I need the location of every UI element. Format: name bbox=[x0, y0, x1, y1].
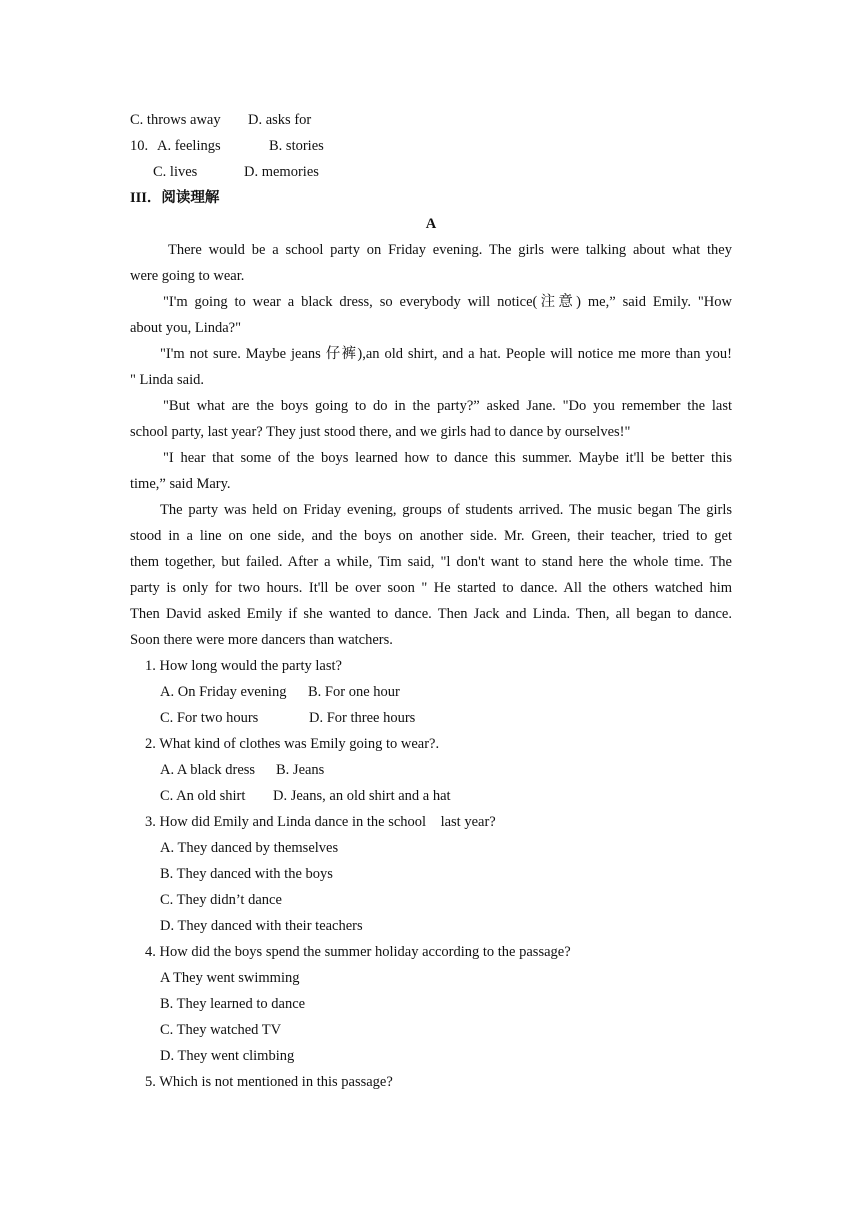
options-line bbox=[130, 107, 732, 133]
option-d: D. They danced with their teachers bbox=[160, 918, 363, 934]
paragraph-line: stood in a line on one side, and the boys on another side. Mr. Green, their teacher, tried to get bbox=[130, 528, 732, 544]
question-text: 2. What kind of clothes was Emily going to wear?. bbox=[145, 736, 440, 752]
option-d: D. Jeans, an old shirt and a hat bbox=[273, 788, 451, 804]
option-c: C. They didn’t dance bbox=[160, 892, 282, 908]
paragraph-line: "I'm not sure. Maybe jeans 仔裤),an old shirt, and a hat. People will notice me more than you! bbox=[160, 346, 732, 362]
paragraph-line: school party, last year? They just stood there, and we girls had to dance by ourselves!" bbox=[130, 424, 631, 440]
option-row bbox=[130, 705, 732, 731]
option-b: B. Jeans bbox=[276, 762, 325, 778]
paragraph-line: "But what are the boys going to do in the party?” asked Jane. "Do you remember the last bbox=[163, 398, 732, 414]
passage-label: A bbox=[425, 216, 437, 232]
option-d: D. For three hours bbox=[309, 710, 416, 726]
option-c: C. For two hours bbox=[160, 710, 259, 726]
question-text: 4. How did the boys spend the summer holiday according to the passage? bbox=[145, 944, 571, 960]
option-d: D. They went climbing bbox=[160, 1048, 295, 1064]
option-row bbox=[130, 783, 732, 809]
section-heading: III．阅读理解 bbox=[130, 190, 220, 206]
paragraph-line: time,” said Mary. bbox=[130, 476, 231, 492]
paragraph-5 bbox=[130, 445, 732, 497]
option-d: D. memories bbox=[244, 164, 319, 180]
question-1 bbox=[130, 653, 732, 731]
question-5 bbox=[130, 1069, 732, 1095]
paragraph-line: "I hear that some of the boys learned how to dance this summer. Maybe it'll be better this bbox=[163, 450, 732, 466]
paragraph-line: " Linda said. bbox=[130, 372, 204, 388]
option-b: B. They danced with the boys bbox=[160, 866, 333, 882]
question-10-options-2 bbox=[130, 159, 732, 185]
option-a: A They went swimming bbox=[160, 970, 300, 986]
paragraph-6 bbox=[130, 497, 732, 653]
paragraph-line: There would be a school party on Friday evening. The girls were talking about what they bbox=[168, 242, 732, 258]
option-row bbox=[130, 679, 732, 705]
paragraph-line: The party was held on Friday evening, groups of students arrived. The music began The girls bbox=[160, 502, 732, 518]
paragraph-line: Soon there were more dancers than watchers. bbox=[130, 632, 393, 648]
option-c: C. lives bbox=[153, 164, 198, 180]
question-10-options bbox=[130, 133, 732, 159]
option-row bbox=[130, 757, 732, 783]
paragraph-3 bbox=[130, 341, 732, 393]
question-3 bbox=[130, 809, 732, 939]
question-text: 5. Which is not mentioned in this passage? bbox=[145, 1074, 393, 1090]
paragraph-line: were going to wear. bbox=[130, 268, 245, 284]
option-b: B. For one hour bbox=[308, 684, 400, 700]
question-number: 10. bbox=[130, 138, 149, 154]
option-c: C. An old shirt bbox=[160, 788, 246, 804]
question-2 bbox=[130, 731, 732, 809]
paragraph-4 bbox=[130, 393, 732, 445]
option-c: C. throws away bbox=[130, 112, 221, 128]
paragraph-line: party is only for two hours. It'll be over soon " He started to dance. All the others watched him bbox=[130, 580, 732, 596]
paragraph-2 bbox=[130, 289, 732, 341]
paragraph-line: "I'm going to wear a black dress, so everybody will notice(注意) me,” said Emily. "How bbox=[163, 294, 732, 310]
option-a: A. A black dress bbox=[160, 762, 256, 778]
option-b: B. stories bbox=[269, 138, 324, 154]
paragraph-line: them together, but failed. After a while, Tim said, "l don't want to stand here the whole time. The bbox=[130, 554, 732, 570]
paragraph-line: Then David asked Emily if she wanted to dance. Then Jack and Linda. Then, all began to dance. bbox=[130, 606, 732, 622]
option-b: B. They learned to dance bbox=[160, 996, 306, 1012]
page-content bbox=[130, 107, 732, 1095]
option-c: C. They watched TV bbox=[160, 1022, 282, 1038]
option-a: A. feelings bbox=[157, 138, 221, 154]
option-a: A. On Friday evening bbox=[160, 684, 287, 700]
question-text: 1. How long would the party last? bbox=[145, 658, 342, 674]
question-4 bbox=[130, 939, 732, 1069]
question-text: 3. How did Emily and Linda dance in the school last year? bbox=[145, 814, 496, 830]
option-d: D. asks for bbox=[248, 112, 312, 128]
paragraph-line: about you, Linda?" bbox=[130, 320, 242, 336]
paragraph-1 bbox=[130, 237, 732, 289]
option-a: A. They danced by themselves bbox=[160, 840, 339, 856]
